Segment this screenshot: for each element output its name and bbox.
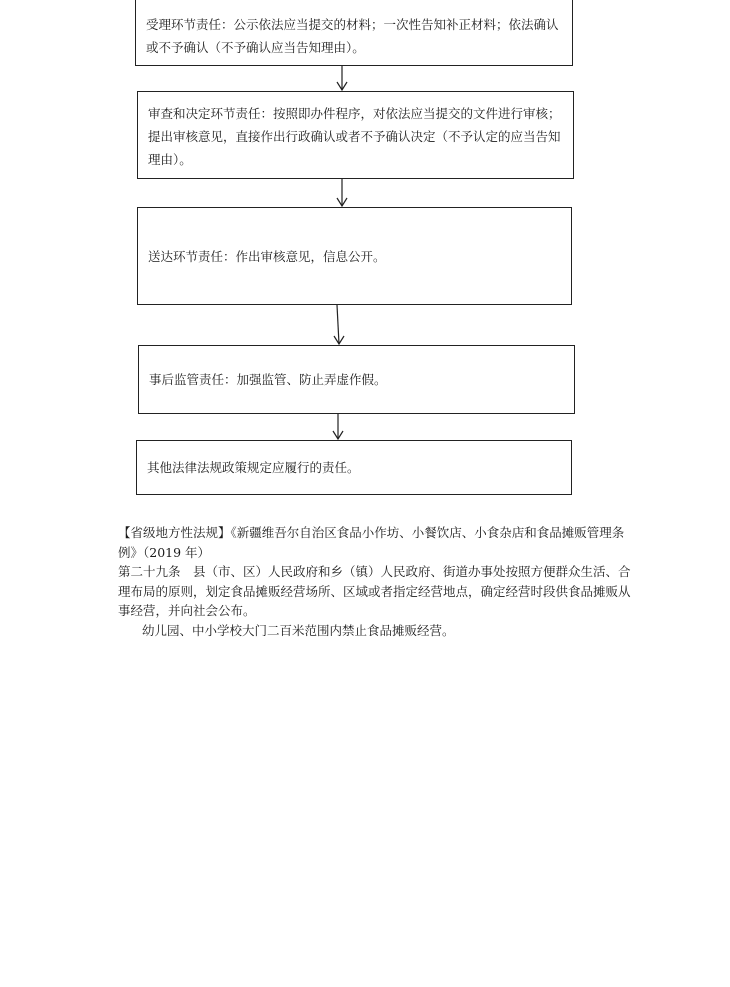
flow-step-review-decision-text: 审查和决定环节责任：按照即办件程序，对依法应当提交的文件进行审核；提出审核意见，直接作出行政确认或者不予确认决定（不予认定的应当告知理由）。 (148, 106, 561, 167)
flow-step-delivery-text: 送达环节责任：作出审核意见，信息公开。 (148, 248, 386, 264)
flow-step-supervision-text: 事后监管责任：加强监管、防止弄虚作假。 (149, 372, 387, 387)
regulation-clause: 幼儿园、中小学校大门二百米范围内禁止食品摊贩经营。 (142, 622, 455, 638)
regulation-article-29: 第二十九条 县（市、区）人民政府和乡（镇）人民政府、街道办事处按照方便群众生活、合理布局的原则，划定食品摊贩经营场所、区域或者指定经营地点，确定经营时段供食品摊贩从事经营，并向社会公布。 (118, 564, 631, 618)
arrow-4-to-5 (333, 414, 343, 439)
arrow-2-to-3 (337, 179, 347, 206)
regulation-heading: 【省级地方性法规】《新疆维吾尔自治区食品小作坊、小餐饮店、小食杂店和食品摊贩管理条例》（2019 年） (118, 525, 625, 560)
flow-step-other-duties-text: 其他法律法规政策规定应履行的责任。 (147, 460, 360, 475)
arrow-3-to-4 (334, 305, 344, 344)
flow-step-acceptance-text: 受理环节责任：公示依法应当提交的材料；一次性告知补正材料；依法确认或不予确认（不予确认应当告知理由）。 (146, 17, 559, 55)
regulation-section (118, 523, 638, 640)
arrow-1-to-2 (337, 66, 347, 90)
